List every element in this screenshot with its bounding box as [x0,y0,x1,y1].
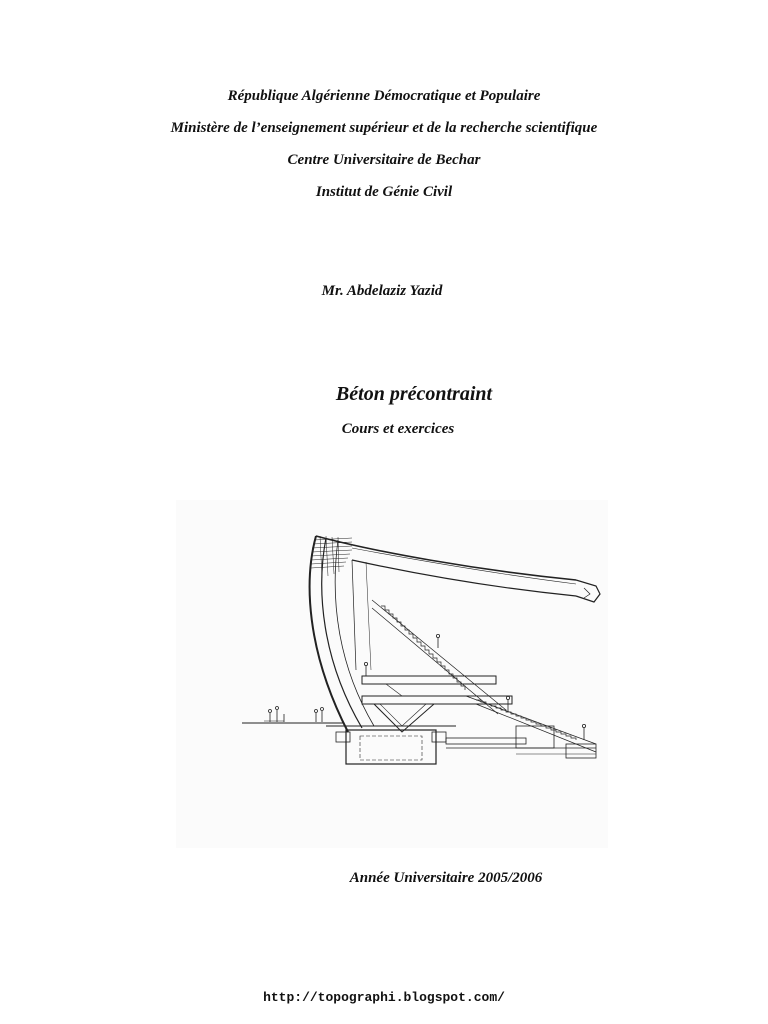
country-name: République Algérienne Démocratique et Populaire [227,88,541,104]
footer-url-link[interactable]: http://topographi.blogspot.com/ [263,990,505,1005]
institute-name: Institut de Génie Civil [315,184,453,200]
academic-year: Année Universitaire 2005/2006 [349,870,543,886]
architectural-section-drawing [176,500,608,848]
university-name: Centre Universitaire de Bechar [287,152,481,168]
author-name: Mr. Abdelaziz Yazid [321,283,443,299]
document-subtitle: Cours et exercices [341,421,455,437]
ministry-name: Ministère de l’enseignement supérieur et de la recherche scientifique [170,120,598,136]
document-title: Béton précontraint [335,383,493,405]
